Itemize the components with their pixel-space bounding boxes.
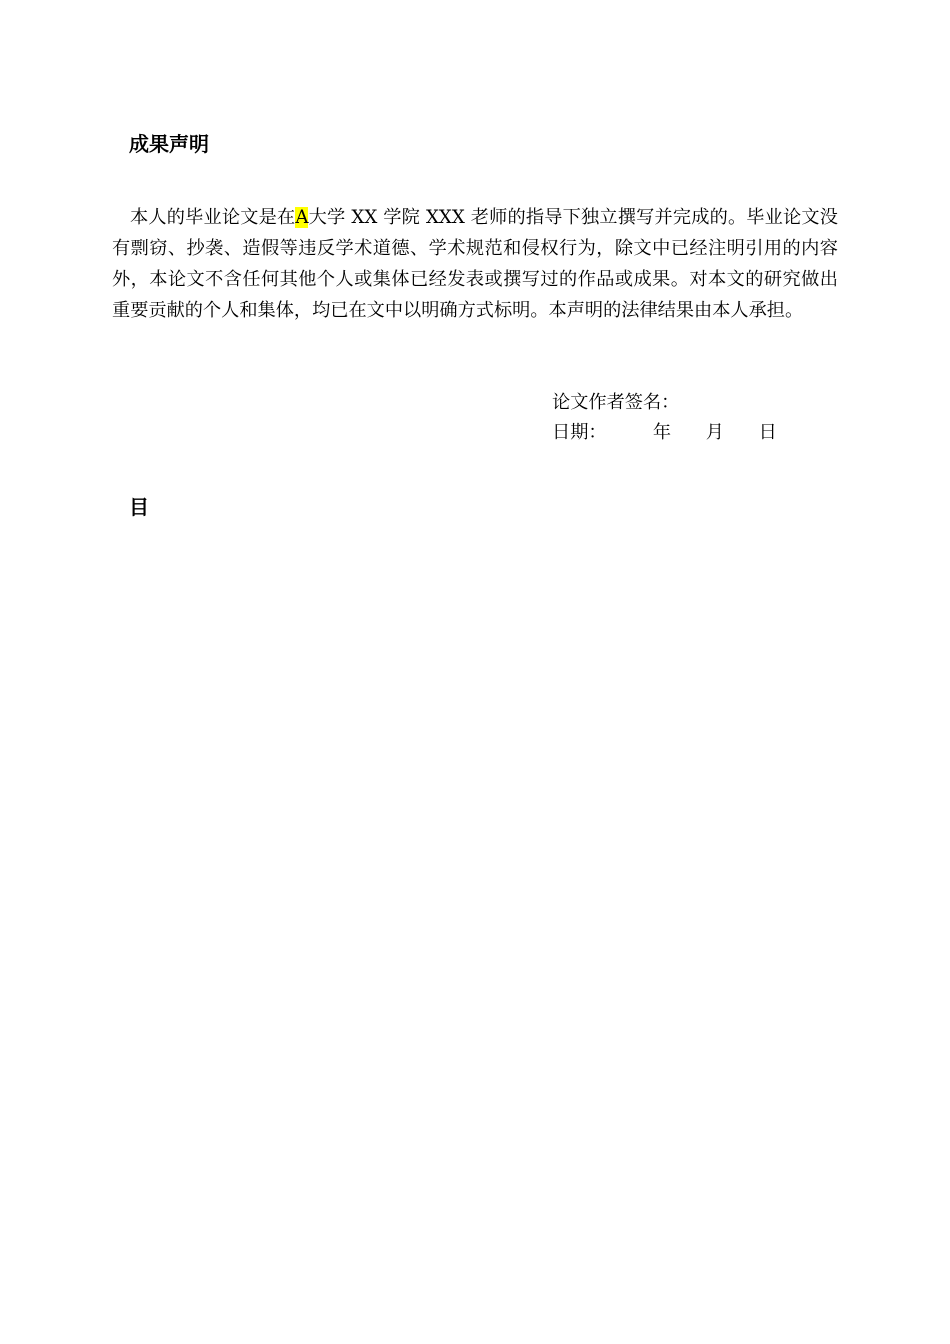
date-line: 日期： 年 月 日 bbox=[552, 422, 777, 443]
paragraph-text-after: 大学 XX 学院 XXX 老师的指导下独立撰写并完成的。毕业论文没有剽窃、抄袭、造假等违反学术道德、学术规范和侵权行为，除文中已经注明引用的内容外，本论文不含任何其他个人或集体已经发表或撰写过的作品或成果。对本文的研究做出重要贡献的个人和集体，均已在文中以明确方式标明。本声明的法律结果由本人承担。 bbox=[112, 207, 838, 321]
declaration-title: 成果声明 bbox=[129, 132, 209, 156]
toc-title: 目 bbox=[129, 495, 149, 519]
declaration-paragraph bbox=[112, 202, 838, 326]
signature-label: 论文作者签名： bbox=[552, 392, 680, 413]
paragraph-text-before: 本人的毕业论文是在 bbox=[130, 207, 296, 228]
highlighted-text: A bbox=[295, 207, 309, 228]
